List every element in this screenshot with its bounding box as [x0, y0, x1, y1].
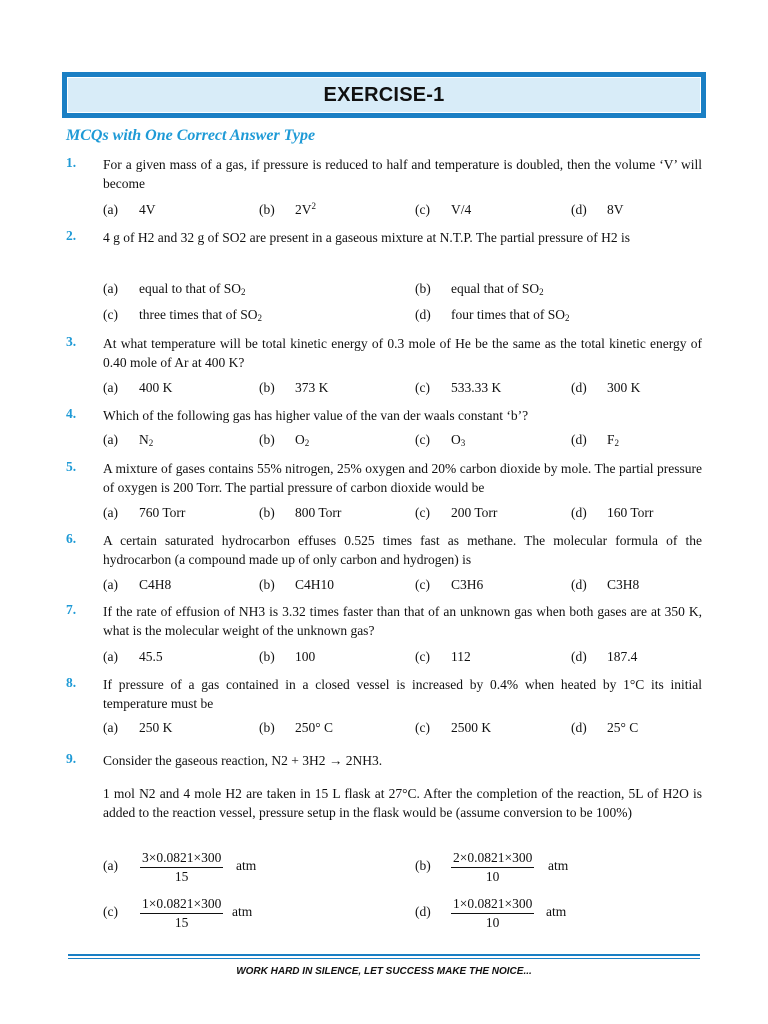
option-9d-fraction: $\frac{1\times 0.0821\times 300}{10}$ — [453, 896, 533, 930]
option-9a-fraction: $\frac{3\times 0.0821\times 300}{15}$ — [142, 850, 222, 884]
question-9-body — [66, 784, 702, 822]
option-9a-unit: atm — [236, 858, 257, 873]
question-8 — [66, 675, 702, 713]
question-text: For a given mass of a gas, if pressure is reduced to half and temperature is doubled, then the volume ‘V’ will become — [103, 157, 702, 191]
footer-divider — [68, 954, 700, 956]
question-7 — [66, 602, 702, 640]
question-text: Consider the gaseous reaction, N2 + 3H2 → 2NH3. — [103, 753, 383, 768]
exercise-title: EXERCISE-1 — [323, 83, 445, 106]
question-number: 2. — [66, 228, 77, 243]
option-9b-unit: atm — [548, 858, 569, 873]
question-number: 6. — [66, 531, 77, 546]
question-2 — [66, 228, 702, 247]
option-9c-fraction: $\frac{1\times 0.0821\times 300}{15}$ — [142, 896, 222, 930]
option-9c-label: (c) — [103, 904, 118, 919]
question-text: A certain saturated hydrocarbon effuses 0.525 times fast as methane. The molecular formula of the hydrocarbon (a compound made up of only carbon and hydrogen) is — [103, 533, 702, 567]
footer-divider-thin — [68, 958, 700, 959]
exercise-banner-inner — [67, 77, 701, 113]
question-4 — [66, 406, 702, 425]
question-9 — [66, 751, 702, 770]
question-text: A mixture of gases contains 55% nitrogen, 25% oxygen and 20% carbon dioxide by mole. The partial pressure of oxygen is 200 Torr. The partial pressure of carbon dioxide would be — [103, 461, 702, 495]
footer-motto: WORK HARD IN SILENCE, LET SUCCESS MAKE THE NOICE... — [236, 966, 532, 977]
question-number: 8. — [66, 675, 77, 690]
option-9c-unit: atm — [232, 904, 253, 919]
option-9d-label: (d) — [415, 904, 431, 919]
question-1 — [66, 155, 702, 193]
question-6 — [66, 531, 702, 569]
question-number: 4. — [66, 406, 77, 421]
question-text: 4 g of H2 and 32 g of SO2 are present in a gaseous mixture at N.T.P. The partial pressure of H2 is — [103, 230, 631, 245]
option-9b-fraction: $\frac{2\times 0.0821\times 300}{10}$ — [453, 850, 533, 884]
question-text: Which of the following gas has higher value of the van der waals constant ‘b’? — [103, 408, 529, 423]
question-text-2: 1 mol N2 and 4 mole H2 are taken in 15 L flask at 27°C. After the completion of the reaction, 5L of H2O is added to the reaction vessel, pressure setup in the flask would be (assume conversion to be 100%) — [103, 786, 702, 820]
option-9b-label: (b) — [415, 858, 431, 873]
question-3 — [66, 334, 702, 372]
question-number: 9. — [66, 751, 77, 766]
question-text: At what temperature will be total kinetic energy of 0.3 mole of He be the same as the total kinetic energy of 0.40 mole of Ar at 400 K? — [103, 336, 702, 370]
exercise-banner — [62, 72, 706, 118]
question-number: 5. — [66, 459, 77, 474]
question-number: 1. — [66, 155, 77, 170]
question-number: 3. — [66, 334, 77, 349]
question-text: If the rate of effusion of NH3 is 3.32 times faster than that of an unknown gas when both gases are at 350 K, what is the molecular weight of the unknown gas? — [103, 604, 702, 638]
question-text: If pressure of a gas contained in a closed vessel is increased by 0.4% when heated by 1°C its initial temperature must be — [103, 677, 702, 711]
question-number: 7. — [66, 602, 77, 617]
question-5 — [66, 459, 702, 497]
option-9a-label: (a) — [103, 858, 118, 873]
option-9d-unit: atm — [546, 904, 567, 919]
section-title: MCQs with One Correct Answer Type — [66, 127, 316, 144]
